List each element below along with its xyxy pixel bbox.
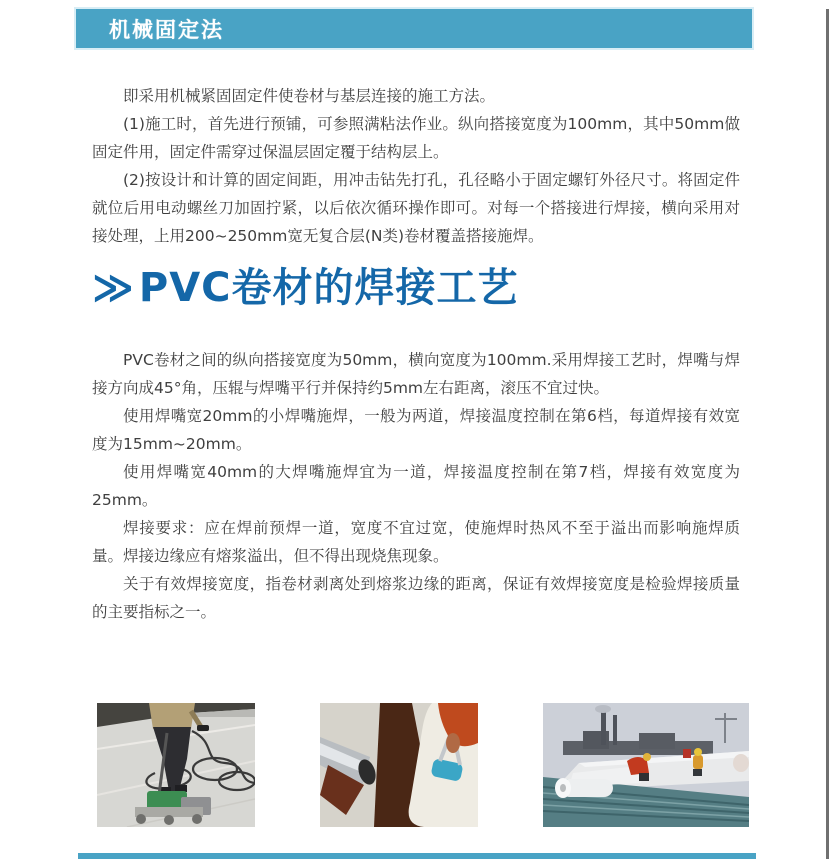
mechanical-fixing-text-block [92, 82, 740, 250]
paragraph: 使用焊嘴宽20mm的小焊嘴施焊，一般为两道，焊接温度控制在第6档，每道焊接有效宽度为15mm~20mm。 [92, 407, 740, 453]
hand-welder-and-roller-photo [320, 703, 478, 827]
paragraph: 使用焊嘴宽40mm的大焊嘴施焊宜为一道，焊接温度控制在第7档，焊接有效宽度为25mm。 [92, 463, 740, 509]
paragraph: 焊接要求：应在焊前预焊一道，宽度不宜过宽，使施焊时热风不至于溢出而影响施焊质量。焊接边缘应有熔浆溢出，但不得出现烧焦现象。 [92, 519, 740, 565]
footer-accent-bar [78, 853, 756, 859]
paragraph: (1)施工时，首先进行预铺，可参照满粘法作业。纵向搭接宽度为100mm，其中50mm做固定件用，固定件需穿过保温层固定覆于结构层上。 [92, 115, 740, 161]
page-right-border [826, 9, 829, 859]
welding-process-heading [92, 262, 740, 314]
roof-membrane-installation-photo [543, 703, 749, 827]
paragraph: 关于有效焊接宽度，指卷材剥离处到熔浆边缘的距离，保证有效焊接宽度是检验焊接质量的主要指标之一。 [92, 575, 740, 621]
photo-strip [97, 703, 749, 827]
paragraph: PVC卷材之间的纵向搭接宽度为50mm，横向宽度为100mm.采用焊接工艺时，焊嘴与焊接方向成45°角，压辊与焊嘴平行并保持约5mm左右距离，滚压不宜过快。 [92, 351, 740, 397]
section-title: 机械固定法 [109, 17, 224, 42]
automatic-welding-machine-photo [97, 703, 255, 827]
paragraph: (2)按设计和计算的固定间距，用冲击钻先打孔，孔径略小于固定螺钉外径尺寸。将固定件就位后用电动螺丝刀加固拧紧，以后依次循环操作即可。对每一个搭接进行焊接，横向采用对接处理，上用200~250mm宽无复合层(N类)卷材覆盖搭接施焊。 [92, 171, 740, 245]
heading-text: PVC卷材的焊接工艺 [138, 265, 519, 311]
double-chevron-icon: ≫ [92, 265, 135, 311]
section-header-bar [76, 9, 752, 48]
welding-process-text-block [92, 346, 740, 626]
paragraph: 即采用机械紧固固定件使卷材与基层连接的施工方法。 [123, 87, 496, 105]
